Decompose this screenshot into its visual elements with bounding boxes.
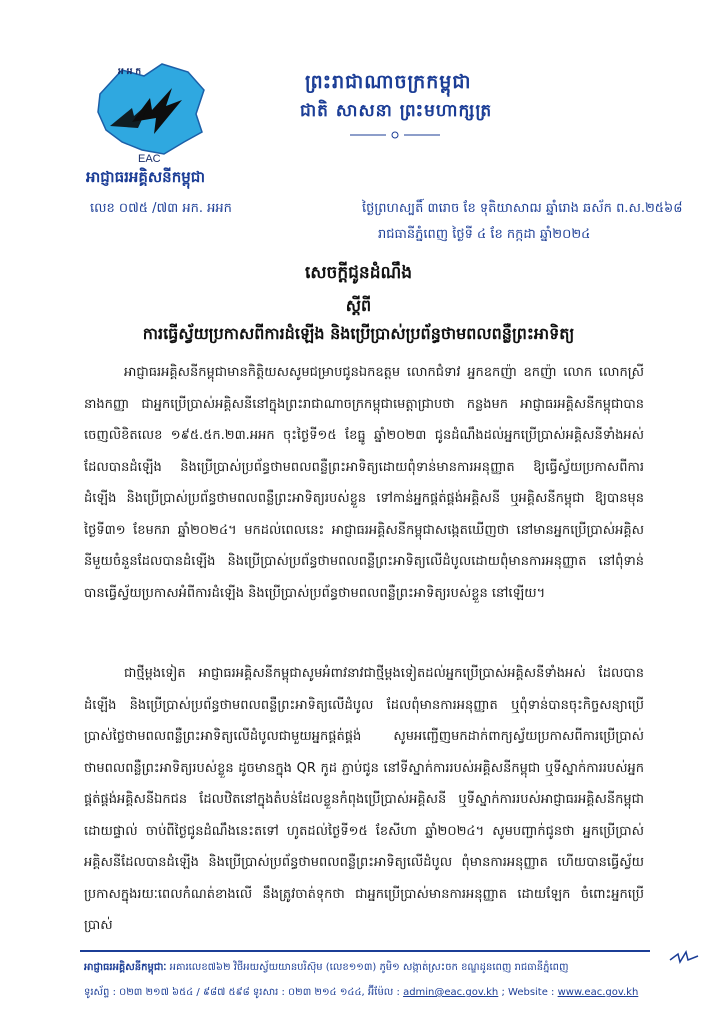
notice-title: សេចក្តីជូនដំណឹង bbox=[304, 263, 413, 283]
body-paragraph-1: អាជ្ញាធរអគ្គិសនីកម្ពុជាមានកិត្តិយសសូមជម្រាបជូនឯកឧត្តម លោកជំទាវ អ្នកឧកញ៉ា ឧកញ៉ា លោក លោកស្រី នាងកញ្ញា ជាអ្នកប្រើប្រាស់អគ្គិសនីនៅក្នុងព្រះរាជាណាចក្រកម្ពុជាមេត្តាជ្រាបថា កន្លងមក អាជ្ញាធរអគ្គិសនីកម្ពុជាបានចេញលិខិតលេខ ១៩៥.៥ក.២៣.អអក ចុះថ្ងៃទី១៥ ខែធ្នូ ឆ្នាំ២០២៣ ជូនដំណឹងដល់អ្នកប្រើប្រាស់អគ្គិសនីទាំងអស់ ដែលបានដំឡើង និងប្រើប្រាស់ប្រព័ន្ធថាមពលពន្លឺព្រះអាទិត្យដោយពុំទាន់មានការអនុញ្ញាត ឱ្យធ្វើស្វ័យប្រកាសពីការដំឡើង និងប្រើប្រាស់ប្រព័ន្ធថាមពលពន្លឺព្រះអាទិត្យរបស់ខ្លួន ទៅកាន់អ្នកផ្គត់ផ្គង់អគ្គិសនី ឬអគ្គិសនីកម្ពុជា ឱ្យបានមុនថ្ងៃទី៣១ ខែមករា ឆ្នាំ២០២៤។ មកដល់ពេលនេះ អាជ្ញាធរអគ្គិសនីកម្ពុជាសង្កេតឃើញថា នៅមានអ្នកប្រើប្រាស់អគ្គិសនីមួយចំនួនដែលបានដំឡើង និងប្រើប្រាស់ប្រព័ន្ធថាមពលពន្លឺព្រះអាទិត្យលើដំបូលដោយពុំមានការអនុញ្ញាត នៅពុំទាន់បានធ្វើស្វ័យប្រកាសអំពីការដំឡើង និងប្រើប្រាស់ប្រព័ន្ធថាមពលពន្លឺព្រះអាទិត្យរបស់ខ្លួន នៅឡើយ។ bbox=[84, 365, 644, 601]
footer-org-label: អាជ្ញាធរអគ្គិសនីកម្ពុជាៈ bbox=[84, 962, 167, 973]
body-paragraph-2: ជាថ្មីម្តងទៀត អាជ្ញាធរអគ្គិសនីកម្ពុជាសូមអំពាវនាវជាថ្មីម្តងទៀតដល់អ្នកប្រើប្រាស់អគ្គិសនីទាំងអស់ ដែលបានដំឡើង និងប្រើប្រាស់ប្រព័ន្ធថាមពលពន្លឺព្រះអាទិត្យលើដំបូល ដែលពុំមានការអនុញ្ញាត ឬពុំទាន់បានចុះកិច្ចសន្យាប្រើប្រាស់ថ្លៃថាមពលពន្លឺព្រះអាទិត្យលើដំបូលជាមួយអ្នកផ្គត់ផ្គង់ សូមអញ្ជើញមកដាក់ពាក្យស្វ័យប្រកាសពីការប្រើប្រាស់ថាមពលពន្លឺព្រះអាទិត្យរបស់ខ្លួន ដូចមានក្នុង QR កូដ ភ្ជាប់ជូន នៅទីស្នាក់ការរបស់អគ្គិសនីកម្ពុជា ឬទីស្នាក់ការរបស់អ្នកផ្គត់ផ្គង់អគ្គិសនីឯកជន ដែលឋិតនៅក្នុងតំបន់ដែលខ្លួនកំពុងប្រើប្រាស់អគ្គិសនី ឬទីស្នាក់ការរបស់អាជ្ញាធរអគ្គិសនីកម្ពុជាដោយផ្ទាល់ ចាប់ពីថ្ងៃជូនដំណឹងនេះតទៅ ហូតដល់ថ្ងៃទី១៥ ខែសីហា ឆ្នាំ២០២៤។ សូមបញ្ជាក់ជូនថា អ្នកប្រើប្រាស់អគ្គិសនីដែលបានដំឡើង និងប្រើប្រាស់ប្រព័ន្ធថាមពលពន្លឺព្រះអាទិត្យលើដំបូល ពុំមានការអនុញ្ញាត ហើយបានធ្វើស្វ័យប្រកាសក្នុងរយៈពេលកំណត់ខាងលើ នឹងត្រូវចាត់ទុកថា ជាអ្នកប្រើប្រាស់មានការអនុញ្ញាត ដោយឡែក ចំពោះអ្នកប្រើប្រាស់ bbox=[84, 666, 644, 933]
ornament-divider-icon bbox=[350, 130, 440, 140]
footer-website-link[interactable]: www.eac.gov.kh bbox=[557, 987, 639, 998]
national-motto: ជាតិ សាសនា ព្រះមហាក្សត្រ bbox=[300, 101, 493, 121]
footer-email-label: អ៊ីម៉ែល : bbox=[367, 987, 400, 998]
reference-number: លេខ ០៧៥ /៧៣ អក. អអក bbox=[90, 201, 232, 216]
footer-contact-line bbox=[84, 985, 684, 1000]
footer-divider bbox=[80, 950, 650, 952]
footer-website-label: ; Website : bbox=[501, 987, 555, 998]
notice-subject-label: ស្តីពី bbox=[345, 296, 372, 315]
logo-label: EAC bbox=[138, 153, 161, 165]
footer-address-line bbox=[84, 960, 684, 975]
kingdom-title: ព្រះរាជាណាចក្រកម្ពុជា bbox=[305, 71, 472, 93]
organization-name: អាជ្ញាធរអគ្គិសនីកម្ពុជា bbox=[86, 168, 206, 186]
footer-email-link[interactable]: admin@eac.gov.kh bbox=[403, 987, 499, 998]
footer-phone: ទូរស័ព្ទ : ០២៣ ២១៧ ៦៥៤ / ៩៨៧ ៥៩៨ ទូរសារ : ០២៣ ២១៤ ១៤៤, bbox=[84, 987, 365, 998]
cambodia-map-lightning-icon bbox=[92, 56, 212, 166]
lunar-date: ថ្ងៃព្រហស្បតិ៍ ៣រោច ខែ ទុតិយាសាឍ ឆ្នាំរោង ឆស័ក ព.ស.២៥៦៨ bbox=[362, 201, 683, 216]
logo-abbreviation: អអក bbox=[118, 67, 145, 77]
footer-address: អគារលេខ៧៦២ វិថីអយស្វ័យយានបរិស៊ុម (លេខ១១៣) ភូមិ១ សង្កាត់ស្រះចក ខណ្ឌដូនពេញ រាជធានីភ្នំពេញ bbox=[169, 962, 569, 973]
solar-date: រាជធានីភ្នំពេញ ថ្ងៃទី ៤ ខែ កក្កដា ឆ្នាំ២០២៤ bbox=[378, 227, 591, 242]
notice-subject: ការធ្វើស្វ័យប្រកាសពីការដំឡើង និងប្រើប្រាស់ប្រព័ន្ធថាមពលពន្លឺព្រះអាទិត្យ bbox=[142, 324, 575, 343]
